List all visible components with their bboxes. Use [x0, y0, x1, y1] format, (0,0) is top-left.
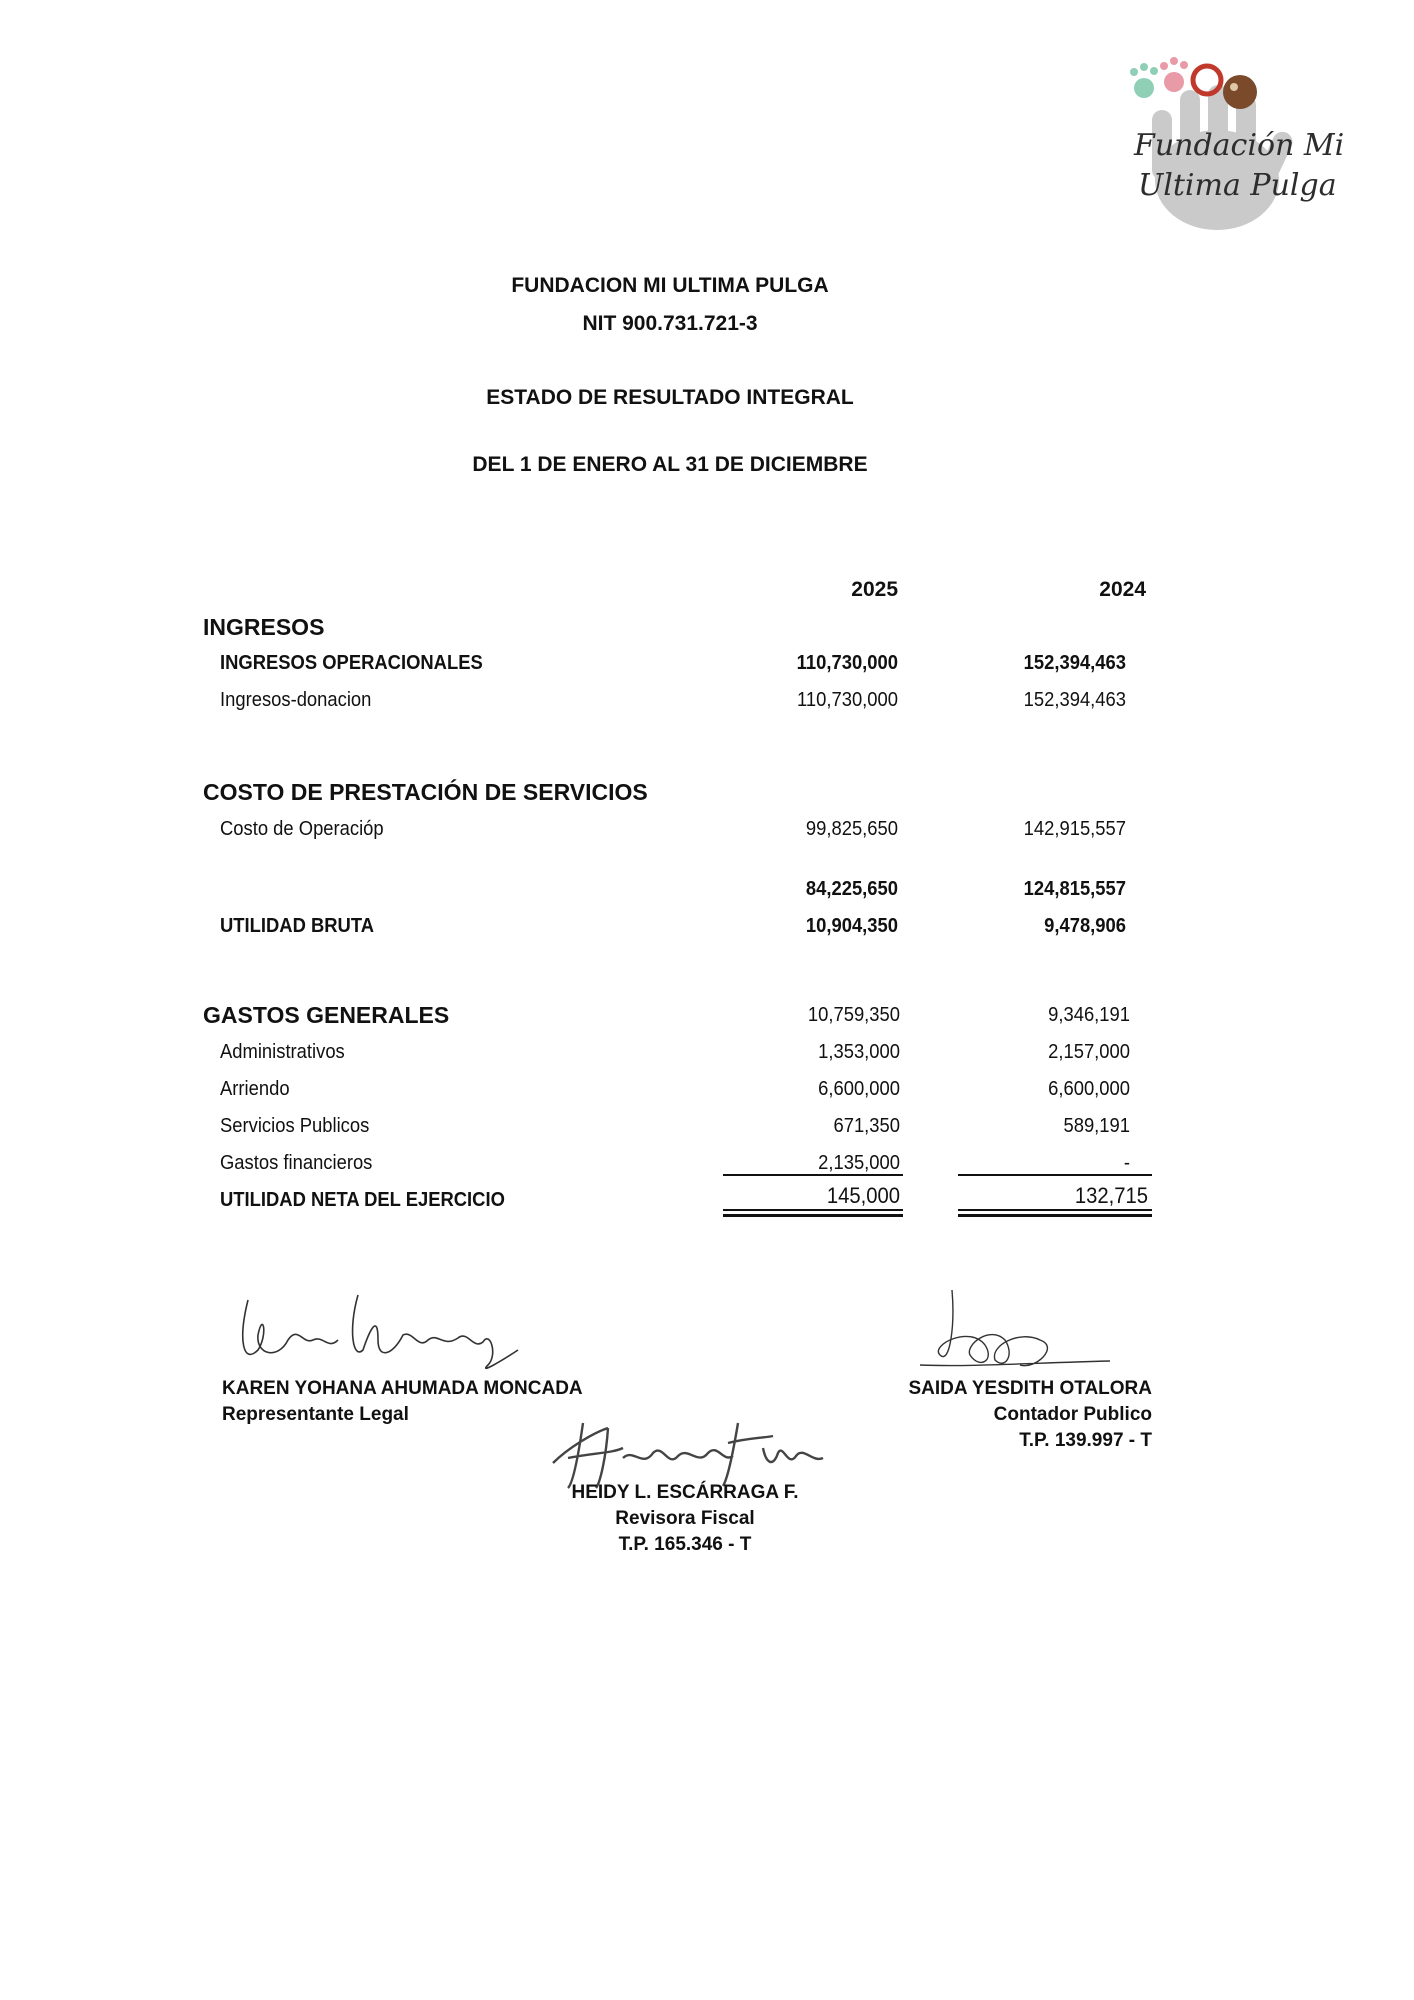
accountant-name: SAIDA YESDITH OTALORA — [908, 1378, 1152, 1399]
row-label-costo-operacion: Costo de Operacióp — [220, 818, 384, 840]
legal-rep-name: KAREN YOHANA AHUMADA MONCADA — [222, 1378, 583, 1399]
row-label-ingresos-operacionales: INGRESOS OPERACIONALES — [220, 652, 483, 674]
section-ingresos: INGRESOS — [203, 614, 325, 640]
statement-title: ESTADO DE RESULTADO INTEGRAL — [486, 386, 854, 409]
auditor-tp: T.P. 165.346 - T — [618, 1534, 752, 1555]
row-label-administrativos: Administrativos — [220, 1041, 345, 1063]
row-label-servicios-publicos: Servicios Publicos — [220, 1115, 370, 1137]
value-servicios-publicos-2024: 589,191 — [1063, 1115, 1130, 1137]
value-costo-operacion-2024: 142,915,557 — [1023, 818, 1126, 840]
value-servicios-publicos-2025: 671,350 — [833, 1115, 900, 1137]
auditor-role: Revisora Fiscal — [615, 1508, 755, 1529]
logo — [1112, 50, 1345, 240]
logo-text-line2: Ultima Pulga — [1138, 168, 1337, 203]
value-gastos-financieros-2024: - — [1123, 1152, 1130, 1174]
row-label-gastos-financieros: Gastos financieros — [220, 1152, 373, 1174]
signature-accountant-icon — [910, 1285, 1130, 1385]
row-label-utilidad-bruta: UTILIDAD BRUTA — [220, 915, 374, 937]
org-name: FUNDACION MI ULTIMA PULGA — [511, 274, 829, 297]
value-utilidad-bruta-2025: 10,904,350 — [805, 915, 898, 937]
value-ingresos-donacion-2024: 152,394,463 — [1023, 689, 1126, 711]
total-rule-2024-b — [958, 1214, 1152, 1217]
nit: NIT 900.731.721-3 — [582, 312, 758, 335]
value-utilidad-neta-2025: 145,000 — [826, 1183, 900, 1208]
column-header-2024: 2024 — [1099, 578, 1146, 601]
value-arriendo-2025: 6,600,000 — [818, 1078, 900, 1100]
section-gastos-generales: GASTOS GENERALES — [203, 1002, 450, 1028]
value-gastos-generales-2025: 10,759,350 — [807, 1004, 900, 1026]
row-label-utilidad-neta: UTILIDAD NETA DEL EJERCICIO — [220, 1189, 505, 1211]
signature-legal-rep-icon — [228, 1280, 548, 1380]
logo-text-line1: Fundación Mi — [1134, 128, 1345, 163]
value-subtotal-costo-2025: 84,225,650 — [805, 878, 898, 900]
accountant-tp: T.P. 139.997 - T — [1019, 1430, 1152, 1451]
total-rule-2024-a — [958, 1209, 1152, 1211]
row-label-arriendo: Arriendo — [220, 1078, 290, 1100]
auditor-name: HEIDY L. ESCÁRRAGA F. — [571, 1482, 799, 1503]
value-utilidad-neta-2024: 132,715 — [1074, 1183, 1148, 1208]
value-gastos-generales-2024: 9,346,191 — [1048, 1004, 1130, 1026]
value-subtotal-costo-2024: 124,815,557 — [1023, 878, 1126, 900]
value-utilidad-bruta-2024: 9,478,906 — [1044, 915, 1126, 937]
row-label-ingresos-donacion: Ingresos-donacion — [220, 689, 372, 711]
value-costo-operacion-2025: 99,825,650 — [805, 818, 898, 840]
value-gastos-financieros-2025: 2,135,000 — [818, 1152, 900, 1174]
subtotal-rule-2025 — [723, 1174, 903, 1176]
subtotal-rule-2024 — [958, 1174, 1152, 1176]
value-ingresos-operacionales-2025: 110,730,000 — [796, 652, 898, 674]
total-rule-2025-a — [723, 1209, 903, 1211]
value-ingresos-donacion-2025: 110,730,000 — [797, 689, 898, 711]
value-administrativos-2025: 1,353,000 — [818, 1041, 900, 1063]
value-administrativos-2024: 2,157,000 — [1048, 1041, 1130, 1063]
section-costo-prestacion: COSTO DE PRESTACIÓN DE SERVICIOS — [203, 779, 648, 805]
period: DEL 1 DE ENERO AL 31 DE DICIEMBRE — [472, 453, 868, 476]
value-ingresos-operacionales-2024: 152,394,463 — [1023, 652, 1126, 674]
total-rule-2025-b — [723, 1214, 903, 1217]
legal-rep-role: Representante Legal — [222, 1404, 409, 1425]
column-header-2025: 2025 — [851, 578, 898, 601]
accountant-role: Contador Publico — [993, 1404, 1152, 1425]
value-arriendo-2024: 6,600,000 — [1048, 1078, 1130, 1100]
